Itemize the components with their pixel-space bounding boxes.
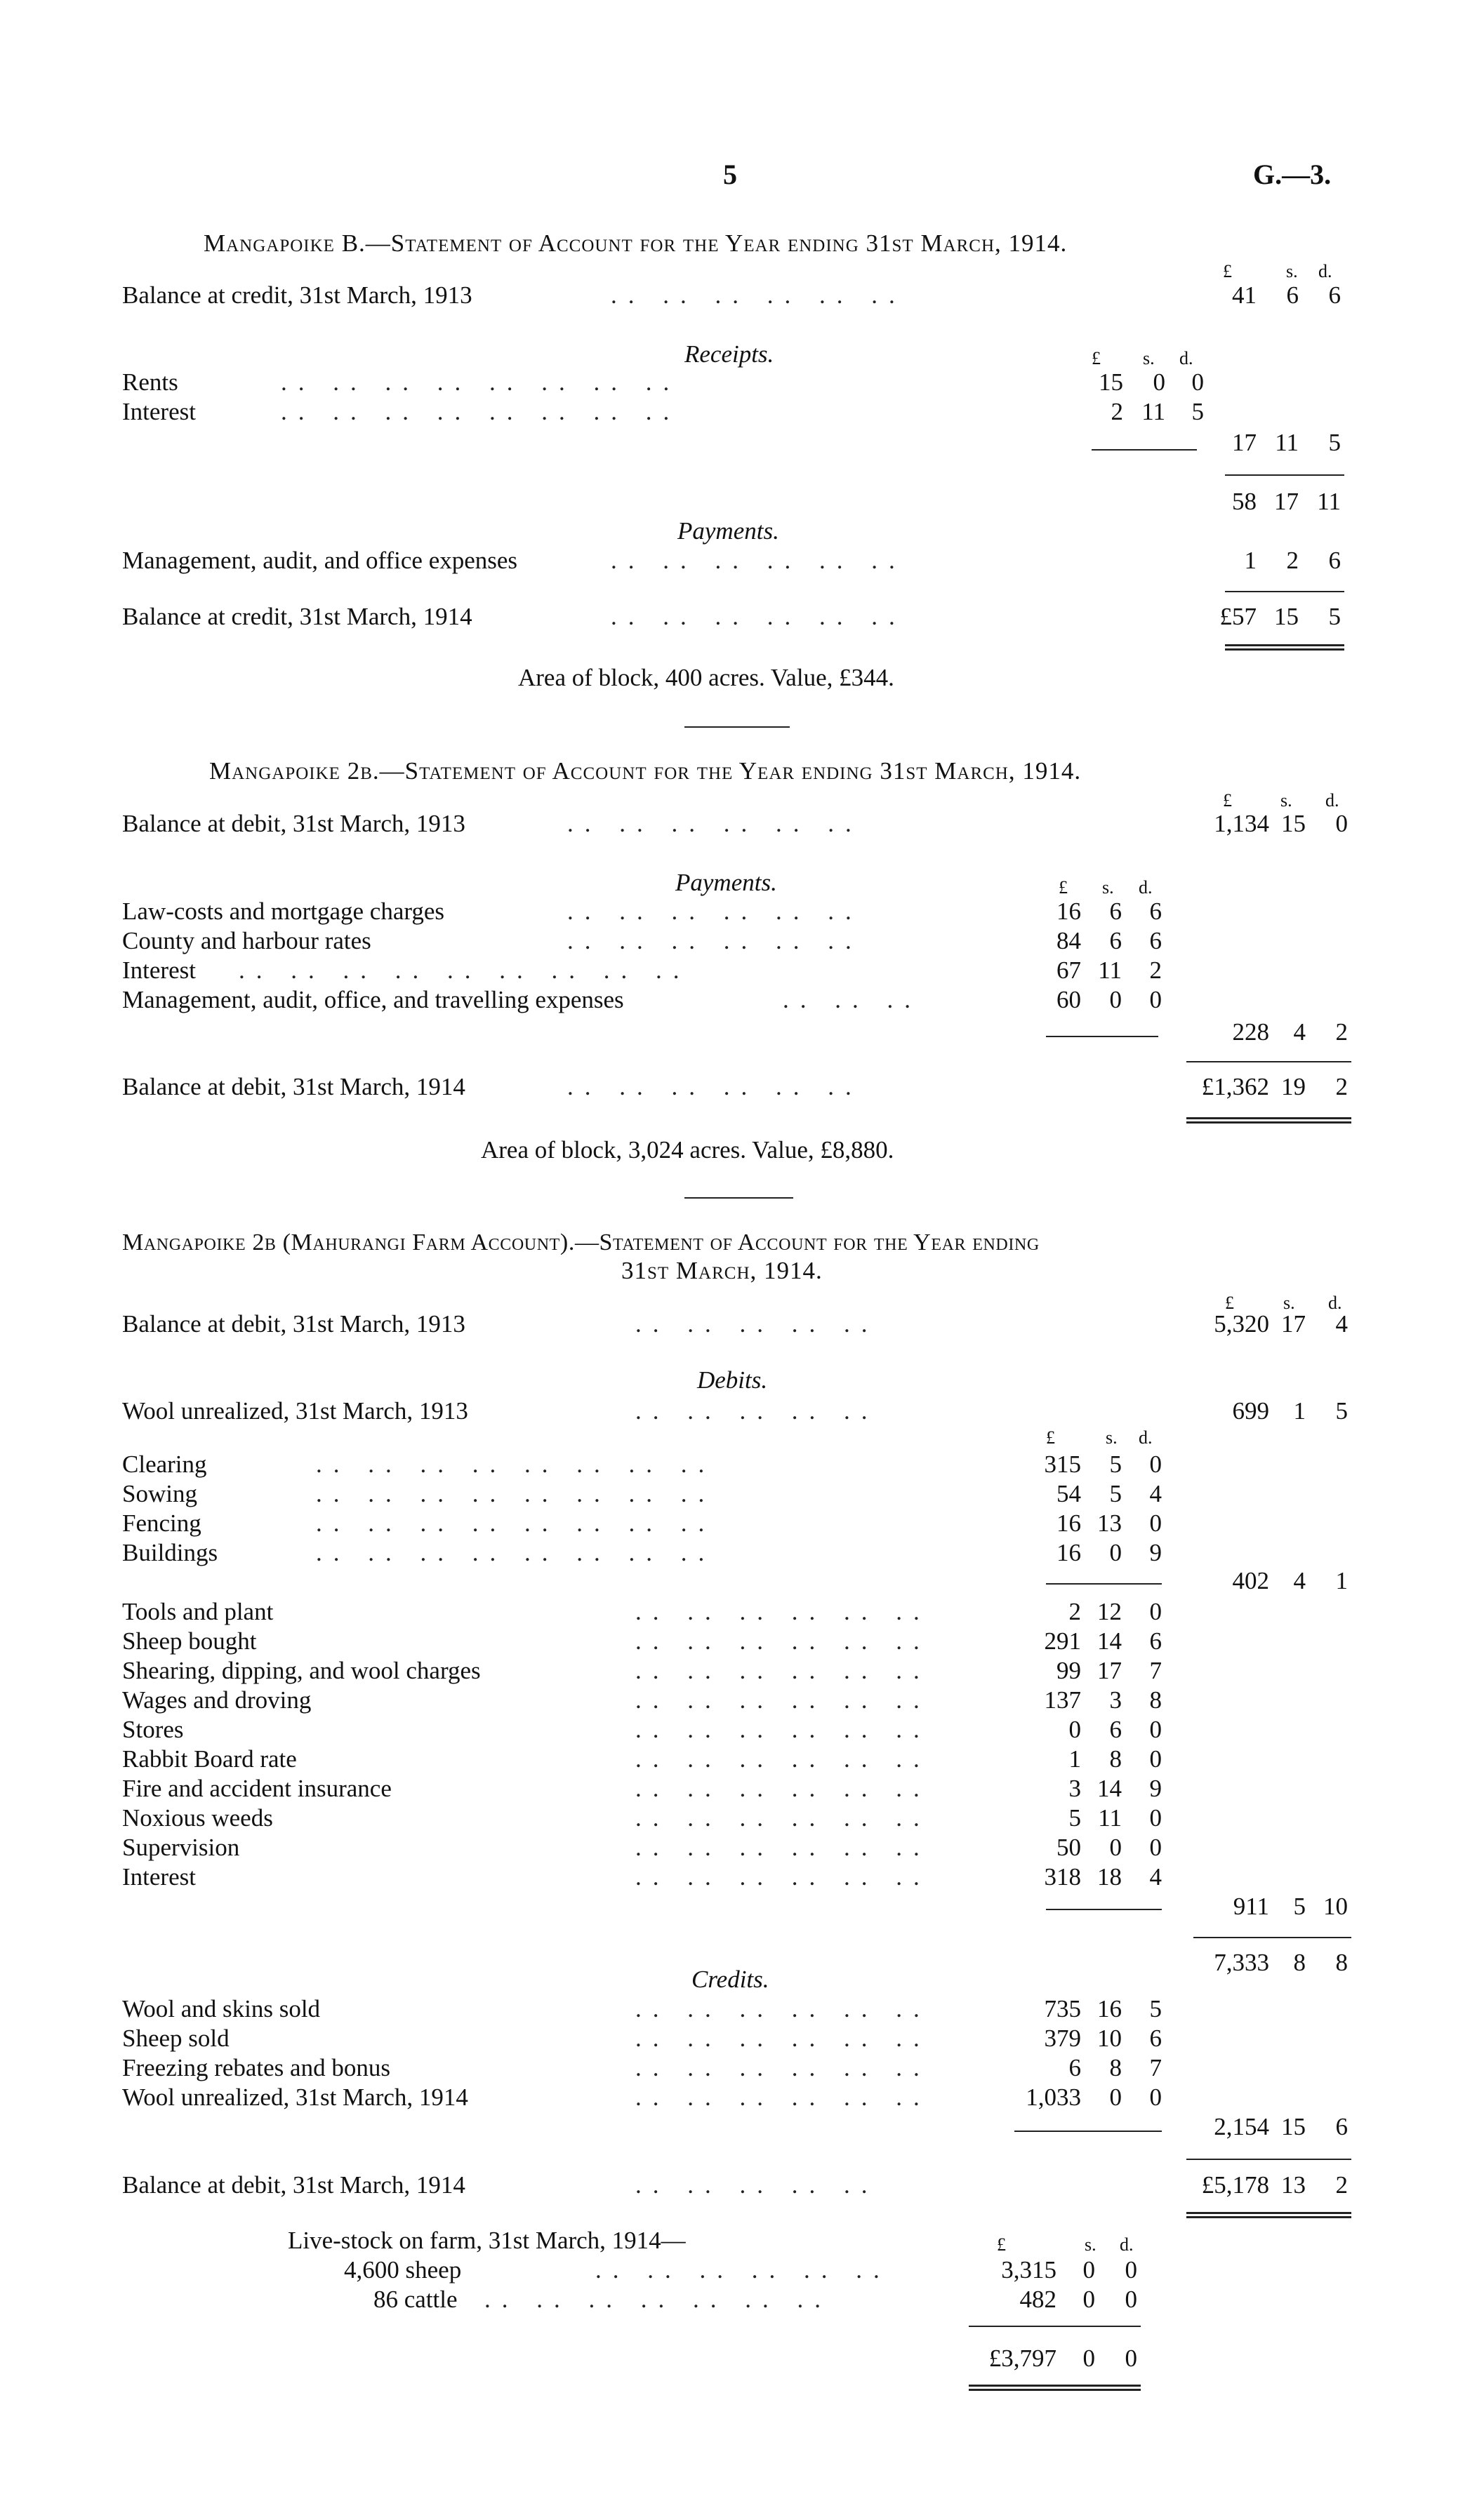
ledger-row-pence: 0 [1149, 1716, 1162, 1743]
s2-head-shillings: s. [1280, 790, 1292, 811]
ledger-row-shillings: 18 [1097, 1863, 1122, 1891]
total-rule [969, 2326, 1141, 2327]
total-rule [1193, 1937, 1351, 1938]
s3-group2-total-pounds: 911 [1233, 1893, 1269, 1920]
document-code: G.—3. [1253, 159, 1332, 190]
ledger-row-pounds: 3 [1068, 1775, 1081, 1802]
s2-area-note: Area of block, 3,024 acres. Value, £8,880. [481, 1136, 894, 1164]
s1-receipts-total-pence: 5 [1328, 429, 1341, 456]
s3-closing-shillings: 13 [1281, 2171, 1306, 2199]
s1-subtotal-shillings: 17 [1274, 488, 1299, 515]
leader-dots: .. .. .. .. .. .. [635, 1716, 931, 1743]
leader-dots: .. .. .. .. .. .. [611, 603, 906, 630]
s3-debits-heading: Debits. [697, 1366, 768, 1394]
s3-livestock-total-shillings: 0 [1082, 2345, 1095, 2372]
s3-wool-unrealized-shillings: 1 [1293, 1397, 1306, 1425]
s3-group1-total-pounds: 402 [1232, 1567, 1269, 1594]
total-rule [1225, 591, 1344, 592]
s1-payment-pence: 6 [1328, 547, 1341, 574]
ledger-row-pence: 4 [1149, 1863, 1162, 1891]
ledger-row-pounds: 16 [1056, 1509, 1081, 1537]
leader-dots: .. .. .. .. .. .. [635, 1995, 931, 2022]
page-number: 5 [723, 159, 737, 190]
s3-group1-total-pence: 1 [1335, 1567, 1348, 1594]
ledger-row-pence: 9 [1149, 1539, 1162, 1566]
s3-debit-total-pence: 8 [1335, 1949, 1348, 1976]
section-divider [684, 1197, 793, 1199]
s2-payment-pounds: 84 [1056, 927, 1081, 954]
s1-area-note: Area of block, 400 acres. Value, £344. [518, 664, 894, 691]
ledger-row-pounds: 1 [1068, 1745, 1081, 1773]
s2-payment-shillings: 6 [1109, 927, 1122, 954]
ledger-row-shillings: 14 [1097, 1775, 1122, 1802]
section-divider [684, 726, 790, 728]
leader-dots: .. .. .. .. .. .. [635, 1657, 931, 1684]
leader-dots: .. .. .. .. .. [635, 1310, 879, 1338]
ledger-row-shillings: 16 [1097, 1995, 1122, 2022]
s3-opening-shillings: 17 [1281, 1310, 1306, 1338]
leader-dots: .. .. .. .. .. .. [595, 2256, 891, 2284]
ledger-row-label: Shearing, dipping, and wool charges [122, 1657, 481, 1684]
ledger-row-pounds: 291 [1044, 1627, 1081, 1655]
s3-livestock-pounds: 482 [1019, 2286, 1056, 2313]
s2-payment-pounds: 60 [1056, 986, 1081, 1013]
leader-dots: .. .. .. .. .. .. [635, 1686, 931, 1714]
s1-closing-shillings: 15 [1274, 603, 1299, 630]
s2-payment-pence: 6 [1149, 898, 1162, 925]
ledger-row-pounds: 137 [1044, 1686, 1081, 1714]
ledger-row-label: Wages and droving [122, 1686, 312, 1714]
ledger-row-pence: 5 [1149, 1995, 1162, 2022]
s3-head-shillings: s. [1283, 1293, 1295, 1313]
subtotal-rule [1046, 1909, 1162, 1910]
ledger-row-label: Fire and accident insurance [122, 1775, 392, 1802]
s2-payment-label: County and harbour rates [122, 927, 371, 954]
s2-payment-label: Management, audit, office, and travelling expenses [122, 986, 624, 1013]
s1-rhead-pence: d. [1179, 348, 1193, 368]
s1-opening-shillings: 6 [1286, 281, 1299, 309]
ledger-row-shillings: 10 [1097, 2025, 1122, 2052]
double-rule [969, 2385, 1141, 2391]
s3-wool-unrealized-pence: 5 [1335, 1397, 1348, 1425]
s3-debit-total-pounds: 7,333 [1214, 1949, 1269, 1976]
s3-livestock-total-pence: 0 [1125, 2345, 1137, 2372]
s1-receipt-pence: 0 [1191, 368, 1204, 396]
s3-livestock-pence: 0 [1125, 2256, 1137, 2284]
ledger-row-shillings: 12 [1097, 1598, 1122, 1625]
ledger-row-pounds: 1,033 [1026, 2084, 1081, 2111]
s3-opening-pence: 4 [1335, 1310, 1348, 1338]
s1-closing-label: Balance at credit, 31st March, 1914 [122, 603, 472, 630]
ledger-row-shillings: 0 [1109, 1834, 1122, 1861]
leader-dots: .. .. .. .. .. .. [567, 898, 863, 925]
leader-dots: .. .. .. .. .. .. .. [484, 2286, 832, 2313]
leader-dots: .. .. .. .. .. .. [611, 547, 906, 574]
s3-livestock-pence: 0 [1125, 2286, 1137, 2313]
s3-closing-pence: 2 [1335, 2171, 1348, 2199]
s2-closing-pounds: £1,362 [1201, 1073, 1269, 1100]
leader-dots: .. .. .. .. .. .. [635, 2025, 931, 2052]
s3-credits-total-pounds: 2,154 [1214, 2113, 1269, 2140]
leader-dots: .. .. .. .. .. .. .. .. [316, 1480, 716, 1507]
ledger-row-pence: 6 [1149, 2025, 1162, 2052]
s1-receipt-pounds: 15 [1099, 368, 1123, 396]
s2-payment-label: Law-costs and mortgage charges [122, 898, 445, 925]
leader-dots: .. .. .. .. .. .. .. .. [316, 1509, 716, 1537]
ledger-row-label: Clearing [122, 1451, 207, 1478]
s3-debit-total-shillings: 8 [1293, 1949, 1306, 1976]
ledger-row-pounds: 50 [1056, 1834, 1081, 1861]
s1-payment-pounds: 1 [1244, 547, 1257, 574]
ledger-row-pence: 9 [1149, 1775, 1162, 1802]
s3-lhead-shillings: s. [1085, 2234, 1097, 2255]
ledger-row-pounds: 5 [1068, 1804, 1081, 1832]
s1-receipt-label: Rents [122, 368, 178, 396]
ledger-row-label: Wool and skins sold [122, 1995, 321, 2022]
ledger-row-pounds: 2 [1068, 1598, 1081, 1625]
s3-credits-heading: Credits. [691, 1966, 769, 1993]
ledger-row-pounds: 16 [1056, 1539, 1081, 1566]
ledger-row-shillings: 6 [1109, 1716, 1122, 1743]
ledger-row-pence: 8 [1149, 1686, 1162, 1714]
s1-opening-pounds: 41 [1232, 281, 1257, 309]
ledger-row-label: Freezing rebates and bonus [122, 2054, 390, 2081]
s1-subtotal-pence: 11 [1317, 488, 1341, 515]
ledger-row-shillings: 8 [1109, 1745, 1122, 1773]
s1-receipt-shillings: 0 [1153, 368, 1165, 396]
s3-livestock-heading: Live-stock on farm, 31st March, 1914— [288, 2227, 686, 2254]
leader-dots: .. .. .. .. .. .. [567, 1073, 863, 1100]
s1-receipts-total-shillings: 11 [1275, 429, 1299, 456]
s2-payment-shillings: 11 [1098, 956, 1122, 984]
s3-wool-unrealized-label: Wool unrealized, 31st March, 1913 [122, 1397, 468, 1425]
ledger-row-label: Supervision [122, 1834, 240, 1861]
total-rule [1186, 2159, 1351, 2160]
leader-dots: .. .. .. .. .. .. [635, 1775, 931, 1802]
s3-ghead-pence: d. [1139, 1427, 1153, 1448]
s1-opening-label: Balance at credit, 31st March, 1913 [122, 281, 472, 309]
s3-group2-total-pence: 10 [1323, 1893, 1348, 1920]
s3-wool-unrealized-pounds: 699 [1232, 1397, 1269, 1425]
leader-dots: .. .. .. .. .. .. .. .. [316, 1539, 716, 1566]
double-rule [1225, 644, 1344, 651]
s3-opening-pounds: 5,320 [1214, 1310, 1269, 1338]
s1-head-pence: d. [1318, 261, 1332, 281]
ledger-row-pence: 0 [1149, 1804, 1162, 1832]
s1-rhead-pounds: £ [1092, 348, 1101, 368]
s2-closing-pence: 2 [1335, 1073, 1348, 1100]
ledger-row-pence: 0 [1149, 1745, 1162, 1773]
ledger-row-shillings: 8 [1109, 2054, 1122, 2081]
s2-payment-pounds: 16 [1056, 898, 1081, 925]
s3-livestock-pounds: 3,315 [1001, 2256, 1056, 2284]
ledger-row-pounds: 0 [1068, 1716, 1081, 1743]
leader-dots: .. .. .. .. .. .. [635, 2084, 931, 2111]
leader-dots: .. .. .. .. .. .. .. .. [281, 368, 681, 396]
ledger-row-pence: 0 [1149, 1451, 1162, 1478]
s1-receipt-pence: 5 [1191, 398, 1204, 425]
s2-payment-pence: 0 [1149, 986, 1162, 1013]
ledger-row-shillings: 17 [1097, 1657, 1122, 1684]
ledger-row-pence: 7 [1149, 1657, 1162, 1684]
leader-dots: .. .. .. [783, 986, 922, 1013]
s1-receipts-heading: Receipts. [684, 340, 774, 368]
subtotal-rule [1046, 1036, 1158, 1037]
s2-head-pence: d. [1325, 790, 1339, 811]
s1-head-pounds: £ [1223, 261, 1232, 281]
ledger-row-shillings: 5 [1109, 1451, 1122, 1478]
s1-receipt-pounds: 2 [1111, 398, 1123, 425]
s2-opening-label: Balance at debit, 31st March, 1913 [122, 810, 465, 837]
s3-livestock-total-pounds: £3,797 [988, 2345, 1056, 2372]
s3-group2-total-shillings: 5 [1293, 1893, 1306, 1920]
leader-dots: .. .. .. .. .. .. [635, 1804, 931, 1832]
s2-payments-total-pence: 2 [1335, 1018, 1348, 1046]
s2-phead-pence: d. [1139, 877, 1153, 898]
subtotal-rule [1046, 1583, 1162, 1585]
leader-dots: .. .. .. .. .. .. [635, 1745, 931, 1773]
ledger-row-pence: 4 [1149, 1480, 1162, 1507]
s1-subtotal-pounds: 58 [1232, 488, 1257, 515]
s1-closing-pence: 5 [1328, 603, 1341, 630]
ledger-row-label: Sheep bought [122, 1627, 257, 1655]
ledger-row-shillings: 3 [1109, 1686, 1122, 1714]
s2-payment-shillings: 0 [1109, 986, 1122, 1013]
double-rule [1186, 1117, 1351, 1124]
ledger-row-label: Buildings [122, 1539, 218, 1566]
s3-group1-total-shillings: 4 [1293, 1567, 1306, 1594]
s2-payments-total-pounds: 228 [1232, 1018, 1269, 1046]
s3-livestock-shillings: 0 [1082, 2256, 1095, 2284]
section1-title: Mangapoike B.—Statement of Account for the Year ending 31st March, 1914. [204, 229, 1068, 257]
double-rule [1186, 2212, 1351, 2218]
s2-phead-pounds: £ [1059, 877, 1068, 898]
s2-opening-pounds: 1,134 [1214, 810, 1269, 837]
s2-payment-pence: 6 [1149, 927, 1162, 954]
s3-lhead-pence: d. [1120, 2234, 1134, 2255]
ledger-row-shillings: 0 [1109, 1539, 1122, 1566]
ledger-row-label: Tools and plant [122, 1598, 274, 1625]
s3-opening-label: Balance at debit, 31st March, 1913 [122, 1310, 465, 1338]
ledger-row-pounds: 318 [1044, 1863, 1081, 1891]
leader-dots: .. .. .. .. .. .. .. .. [316, 1451, 716, 1478]
s2-opening-pence: 0 [1335, 810, 1348, 837]
leader-dots: .. .. .. .. .. .. [635, 2054, 931, 2081]
s2-phead-shillings: s. [1102, 877, 1114, 898]
ledger-row-label: Sheep sold [122, 2025, 230, 2052]
s1-closing-pounds: £57 [1219, 603, 1257, 630]
leader-dots: .. .. .. .. .. .. [635, 1627, 931, 1655]
s1-opening-pence: 6 [1328, 281, 1341, 309]
s3-closing-pounds: £5,178 [1201, 2171, 1269, 2199]
ledger-row-label: Noxious weeds [122, 1804, 273, 1832]
subtotal-rule [1014, 2131, 1162, 2132]
ledger-row-pounds: 735 [1044, 1995, 1081, 2022]
s2-opening-shillings: 15 [1281, 810, 1306, 837]
s1-head-shillings: s. [1286, 261, 1298, 281]
ledger-row-pence: 0 [1149, 1509, 1162, 1537]
s3-closing-label: Balance at debit, 31st March, 1914 [122, 2171, 465, 2199]
ledger-row-shillings: 13 [1097, 1509, 1122, 1537]
s3-livestock-shillings: 0 [1082, 2286, 1095, 2313]
leader-dots: .. .. .. .. .. .. [567, 927, 863, 954]
s2-payment-label: Interest [122, 956, 196, 984]
s2-closing-shillings: 19 [1281, 1073, 1306, 1100]
ledger-row-label: Sowing [122, 1480, 197, 1507]
s2-payment-shillings: 6 [1109, 898, 1122, 925]
s1-payment-label: Management, audit, and office expenses [122, 547, 518, 574]
s1-receipt-shillings: 11 [1141, 398, 1165, 425]
s2-payments-total-shillings: 4 [1293, 1018, 1306, 1046]
s2-closing-label: Balance at debit, 31st March, 1914 [122, 1073, 465, 1100]
s3-credits-total-shillings: 15 [1281, 2113, 1306, 2140]
ledger-row-pence: 0 [1149, 1834, 1162, 1861]
leader-dots: .. .. .. .. .. .. .. .. [281, 398, 681, 425]
s3-livestock-label: 4,600 sheep [344, 2256, 462, 2284]
total-rule [1225, 474, 1344, 476]
section3-title-line1: Mangapoike 2b (Mahurangi Farm Account).—Statement of Account for the Year ending [122, 1229, 1040, 1255]
s3-ghead-pounds: £ [1046, 1427, 1055, 1448]
s1-receipt-label: Interest [122, 398, 196, 425]
leader-dots: .. .. .. .. .. .. [635, 1863, 931, 1891]
ledger-row-pence: 6 [1149, 1627, 1162, 1655]
section3-title-line2: 31st March, 1914. [621, 1257, 823, 1284]
ledger-row-label: Rabbit Board rate [122, 1745, 297, 1773]
ledger-row-pounds: 6 [1068, 2054, 1081, 2081]
ledger-row-shillings: 14 [1097, 1627, 1122, 1655]
total-rule [1186, 1061, 1351, 1062]
leader-dots: .. .. .. .. .. .. [611, 281, 906, 309]
s2-payments-heading: Payments. [675, 869, 777, 896]
ledger-row-shillings: 0 [1109, 2084, 1122, 2111]
s3-credits-total-pence: 6 [1335, 2113, 1348, 2140]
leader-dots: .. .. .. .. .. [635, 2171, 879, 2199]
leader-dots: .. .. .. .. .. .. [635, 1834, 931, 1861]
s3-ghead-shillings: s. [1106, 1427, 1118, 1448]
ledger-row-pounds: 54 [1056, 1480, 1081, 1507]
s1-payment-shillings: 2 [1286, 547, 1299, 574]
leader-dots: .. .. .. .. .. .. [567, 810, 863, 837]
ledger-row-label: Interest [122, 1863, 196, 1891]
s1-payments-heading: Payments. [677, 517, 779, 545]
ledger-row-shillings: 11 [1098, 1804, 1122, 1832]
s3-livestock-label: 86 cattle [373, 2286, 458, 2313]
ledger-row-pence: 0 [1149, 2084, 1162, 2111]
s2-payment-pence: 2 [1149, 956, 1162, 984]
section2-title: Mangapoike 2b.—Statement of Account for the Year ending 31st March, 1914. [209, 757, 1082, 785]
leader-dots: .. .. .. .. .. .. [635, 1598, 931, 1625]
ledger-row-pounds: 99 [1056, 1657, 1081, 1684]
s1-receipts-total-pounds: 17 [1232, 429, 1257, 456]
ledger-row-label: Fencing [122, 1509, 201, 1537]
ledger-row-pence: 0 [1149, 1598, 1162, 1625]
s3-head-pounds: £ [1225, 1293, 1234, 1313]
s1-rhead-shillings: s. [1143, 348, 1155, 368]
s2-payment-pounds: 67 [1056, 956, 1081, 984]
ledger-row-label: Stores [122, 1716, 184, 1743]
leader-dots: .. .. .. .. .. [635, 1397, 879, 1425]
ledger-row-pounds: 315 [1044, 1451, 1081, 1478]
ledger-row-shillings: 5 [1109, 1480, 1122, 1507]
leader-dots: .. .. .. .. .. .. .. .. .. [239, 956, 691, 984]
s2-head-pounds: £ [1223, 790, 1232, 811]
s3-head-pence: d. [1328, 1293, 1342, 1313]
ledger-row-label: Wool unrealized, 31st March, 1914 [122, 2084, 468, 2111]
ledger-row-pounds: 379 [1044, 2025, 1081, 2052]
subtotal-rule [1092, 449, 1197, 451]
ledger-row-pence: 7 [1149, 2054, 1162, 2081]
s3-lhead-pounds: £ [997, 2234, 1006, 2255]
